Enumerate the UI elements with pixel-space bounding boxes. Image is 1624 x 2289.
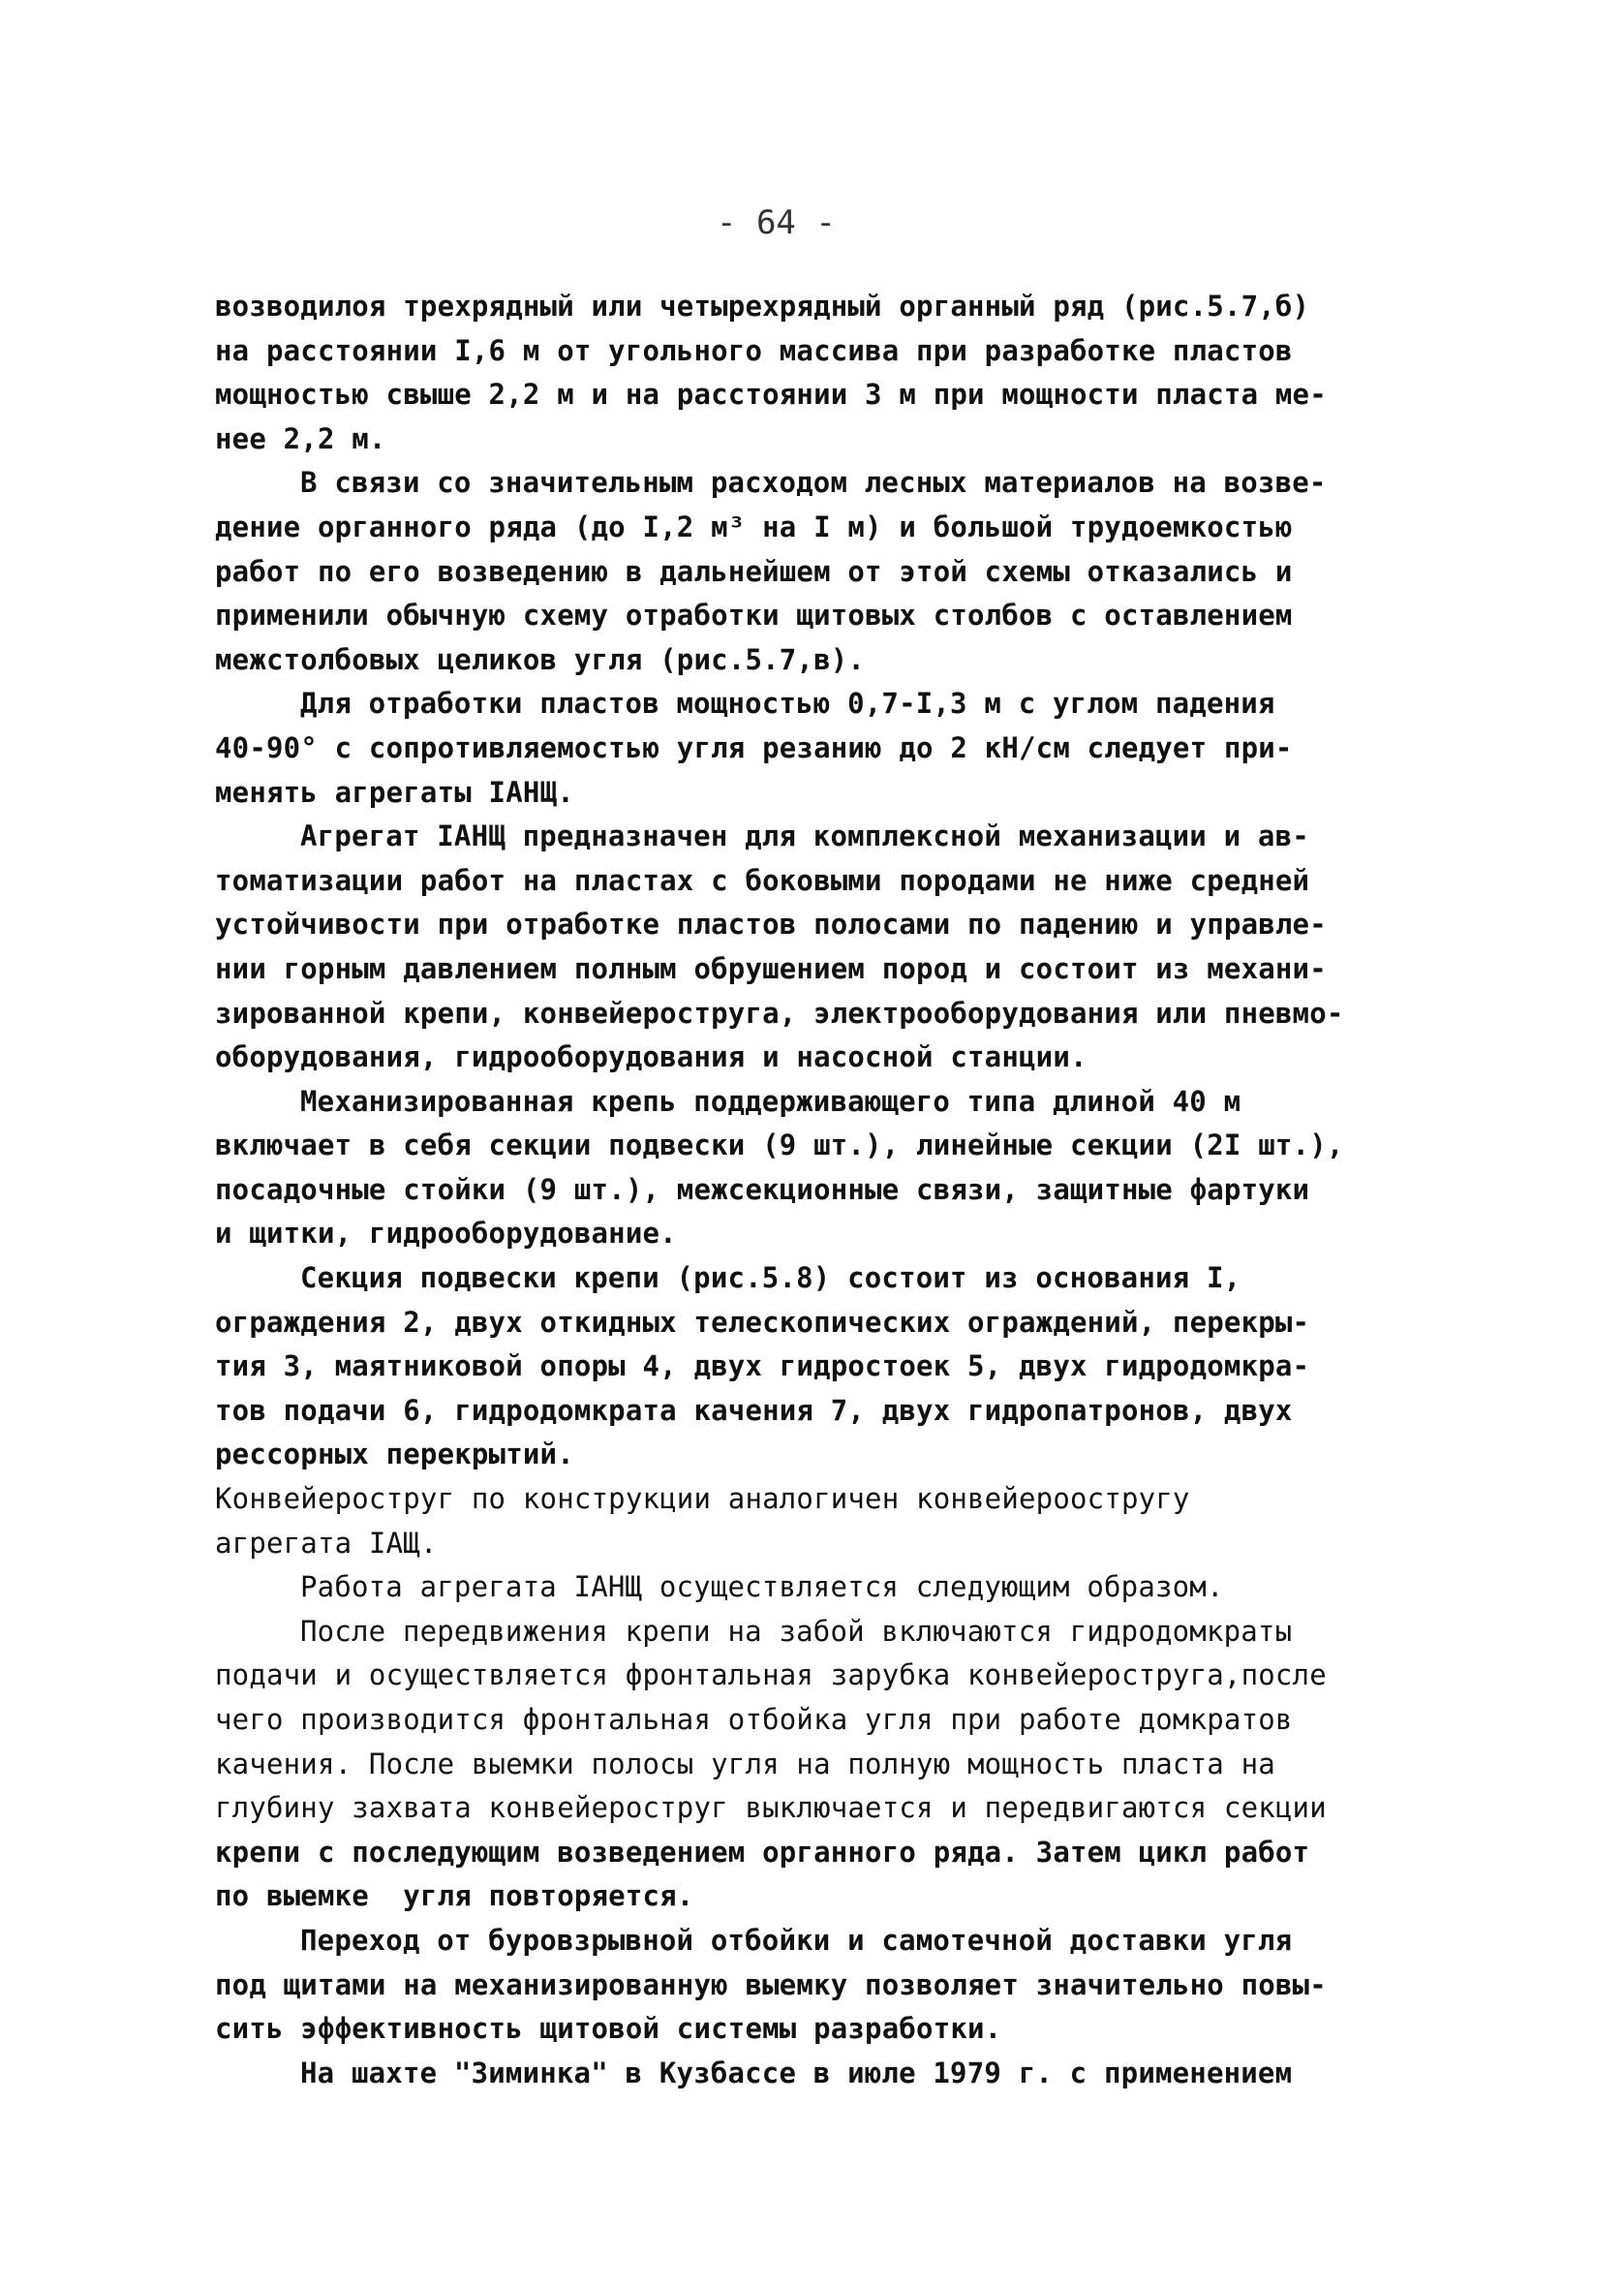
text-line: рессорных перекрытий. [215,1438,574,1471]
text-line: 40-90° с сопротивляемостью угля резанию до 2 кН/см следует при- [215,730,1293,764]
text-line: применили обычную схему отработки щитовых столбов с оставлением [215,599,1293,633]
body-text [215,285,1421,2095]
text-line: тия 3, маятниковой опоры 4, двух гидростоек 5, двух гидродомкра- [215,1349,1310,1383]
paragraph-start-line: Переход от буровзрывной отбойки и самотечной доставки угля [300,1923,1293,1957]
text-line: включает в себя секции подвески (9 шт.), линейные секции (2I шт.), [215,1129,1344,1162]
text-line: возводилоя трехрядный или четырехрядный органный ряд (рис.5.7,б) [215,290,1310,323]
text-line: томатизации работ на пластах с боковыми породами не ниже средней [215,863,1310,897]
text-line: чего производится фронтальная отбойка угля при работе домкратов [215,1703,1293,1736]
text-line: глубину захвата конвейероструг выключается и передвигаются секции [215,1791,1327,1825]
text-line: и щитки, гидрооборудование. [215,1217,677,1251]
paragraph-start-line: Для отработки пластов мощностью 0,7-I,3 м с углом падения [300,687,1275,721]
text-line: дение органного ряда (до I,2 м³ на I м) и большой трудоемкостью [215,510,1293,543]
text-line: мощностью свыше 2,2 м и на расстоянии 3 м при мощности пласта ме- [215,378,1327,412]
text-line: крепи с последующим возведением органного ряда. Затем цикл работ [215,1835,1310,1869]
text-line: оборудования, гидрооборудования и насосной станции. [215,1040,1088,1074]
paragraph-start-line: В связи со значительным расходом лесных материалов на возве- [300,466,1327,500]
text-line: работ по его возведению в дальнейшем от этой схемы отказались и [215,554,1293,588]
paragraph-start-line: Работа агрегата IАНЩ осуществляется следующим образом. [300,1570,1224,1604]
paragraph-start-line: После передвижения крепи на забой включаются гидродомкраты [300,1614,1293,1648]
text-line: тов подачи 6, гидродомкрата качения 7, двух гидропатронов, двух [215,1393,1293,1427]
text-line: агрегата IАЩ. [215,1526,438,1560]
text-line: менять агрегаты IАНЩ. [215,775,574,809]
text-line: под щитами на механизированную выемку позволяет значительно повы- [215,1967,1327,2001]
paragraph-start-line: На шахте "Зиминка" в Кузбассе в июле 1979 г. с применением [300,2056,1293,2089]
text-line: подачи и осуществляется фронтальная зарубка конвейероструга,после [215,1658,1327,1692]
text-line: нее 2,2 м. [215,421,386,455]
text-line: ограждения 2, двух откидных телескопических ограждений, перекры- [215,1305,1310,1339]
text-line: зированной крепи, конвейероструга, электрооборудования или пневмо- [215,996,1344,1030]
text-line: сить эффективность щитовой системы разработки. [215,2012,1002,2046]
text-line: устойчивости при отработке пластов полосами по падению и управле- [215,908,1327,942]
paragraph-start-line: Секция подвески крепи (рис.5.8) состоит из основания I, [300,1261,1241,1295]
paragraph-start-line: Агрегат IАНЩ предназначен для комплексной механизации и ав- [300,820,1309,853]
text-line: посадочные стойки (9 шт.), межсекционные связи, защитные фартуки [215,1172,1310,1206]
text-line: качения. После выемки полосы угля на полную мощность пласта на [215,1747,1275,1780]
text-line: межстолбовых целиков угля (рис.5.7,в). [215,642,866,676]
page-number: - 64 - [717,203,836,242]
text-line: по выемке угля повторяется. [215,1879,694,1913]
paragraph-start-line: Механизированная крепь поддерживающего типа длиной 40 м [300,1084,1241,1118]
text-line: на расстоянии I,6 м от угольного массива при разработке пластов [215,333,1293,367]
paragraph-start-line: Конвейероструг по конструкции аналогичен конвейероостругу [215,1482,1190,1516]
text-line: нии горным давлением полным обрушением пород и состоит из механи- [215,951,1327,985]
